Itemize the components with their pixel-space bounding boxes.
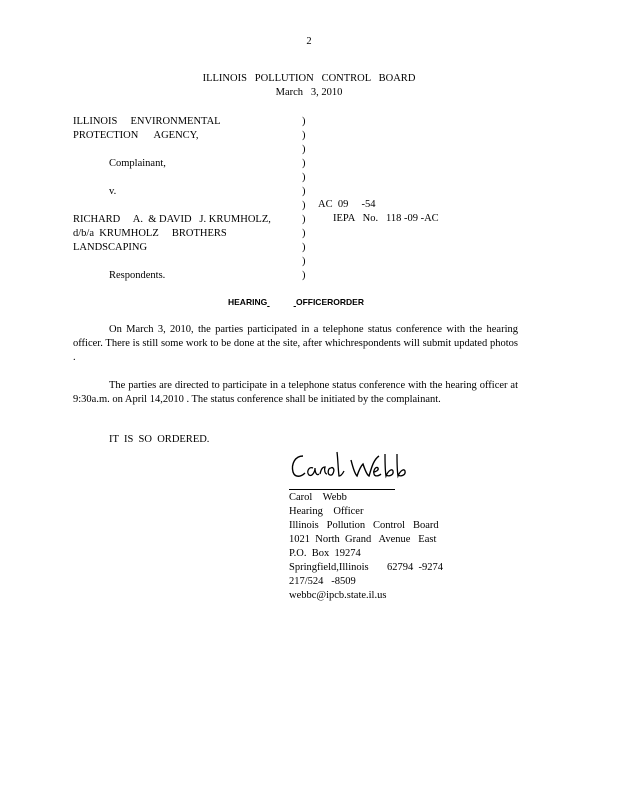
case-caption	[73, 115, 271, 283]
paren: )	[302, 144, 306, 155]
paragraph-1: On March 3, 2010, the parties participated in a telephone status conference with the hearing officer. There is still some work to be done at the site, after whichrespondents will submit updated photos .	[73, 324, 518, 363]
signer-street: 1021 North Grand Avenue East	[289, 534, 437, 545]
signer-name: Carol Webb	[289, 492, 347, 503]
paren: )	[302, 186, 306, 197]
respondent-line2: d/b/a KRUMHOLZ BROTHERS	[73, 228, 227, 239]
respondent-line1: RICHARD A. & DAVID J. KRUMHOLZ,	[73, 214, 271, 225]
paren: )	[302, 214, 306, 225]
paren: )	[302, 242, 306, 253]
board-header	[0, 72, 618, 100]
paren: )	[302, 270, 306, 281]
caption-parentheses	[302, 115, 306, 283]
respondent-role: Respondents.	[109, 270, 166, 281]
signer-organization: Illinois Pollution Control Board	[289, 520, 439, 531]
paren: )	[302, 116, 306, 127]
paragraph-2: The parties are directed to participate in a telephone status conference with the hearing officer at 9:30a.m. on April 14,2010 . The status conference shall be initiated by the complainant.	[73, 380, 518, 405]
paren: )	[302, 228, 306, 239]
iepa-number: IEPA No. 118 -09 -AC	[333, 213, 439, 224]
paren: )	[302, 172, 306, 183]
page-number: 2	[306, 36, 312, 47]
order-title	[228, 297, 392, 307]
order-date: March 3, 2010	[275, 87, 343, 98]
complainant-name-line2: PROTECTION AGENCY,	[73, 130, 199, 141]
signer-po-box: P.O. Box 19274	[289, 548, 361, 559]
board-name: ILLINOIS POLLUTION CONTROL BOARD	[202, 73, 416, 84]
signature-line	[289, 489, 395, 490]
signer-phone: 217/524 -8509	[289, 576, 356, 587]
handwritten-signature	[289, 446, 419, 489]
signer-city: Springfield,Illinois 62794 -9274	[289, 562, 443, 573]
signer-email: webbc@ipcb.state.il.us	[289, 590, 387, 601]
paren: )	[302, 200, 306, 211]
respondent-line3: LANDSCAPING	[73, 242, 148, 253]
versus: v.	[109, 186, 117, 197]
paren: )	[302, 158, 306, 169]
order-title-hearing: HEARING	[228, 297, 268, 307]
signer-title: Hearing Officer	[289, 506, 364, 517]
complainant-role: Complainant,	[109, 158, 166, 169]
signature-block	[289, 491, 443, 603]
order-title-officer-order: OFFICERORDER	[295, 297, 364, 307]
paren: )	[302, 130, 306, 141]
complainant-name-line1: ILLINOIS ENVIRONMENTAL	[73, 116, 221, 127]
so-ordered: IT IS SO ORDERED.	[109, 434, 210, 445]
case-number: AC 09 -54	[318, 199, 376, 210]
paren: )	[302, 256, 306, 267]
